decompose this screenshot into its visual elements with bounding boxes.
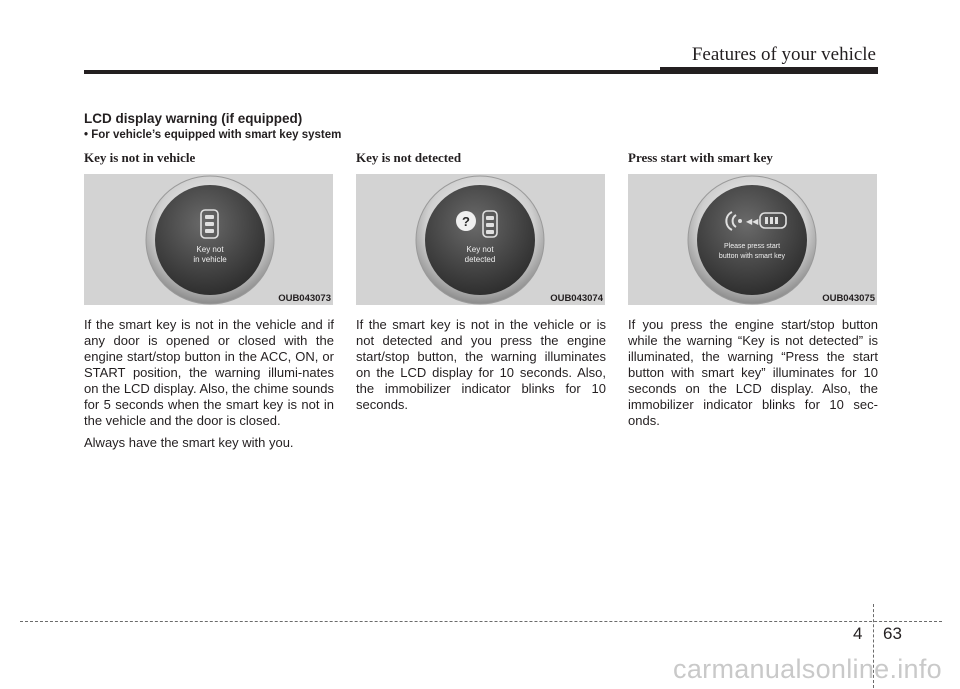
watermark: carmanualsonline.info	[673, 654, 942, 684]
body-paragraph: If you press the engine start/stop button while the warning “Key is not detected” is illuminated, the warning “Press the start button with smart key” illuminates for 10 seconds on the LCD display. Also, the immobilizer indicator blinks for 10 sec-onds.	[628, 317, 878, 428]
lcd-figure	[628, 174, 877, 305]
lcd-display-illustration	[84, 174, 333, 305]
footer-rule	[20, 621, 942, 622]
column-title: Key is not detected	[356, 150, 462, 165]
column-key-not-detected	[356, 150, 606, 413]
lcd-figure	[356, 174, 605, 305]
lcd-message-line-1: Key not	[196, 245, 224, 254]
page-header-title: Features of your vehicle	[691, 44, 876, 65]
lcd-message-line-1: Key not	[466, 245, 494, 254]
figure-code: OUB043073	[278, 293, 331, 304]
lcd-display-illustration	[356, 174, 605, 305]
lcd-message-line-2: detected	[464, 255, 496, 264]
lcd-message-line-2: in vehicle	[193, 255, 227, 264]
column-title: Key is not in vehicle	[84, 150, 196, 165]
figure-code: OUB043075	[822, 293, 875, 304]
page-number: 63	[883, 624, 902, 643]
section-subtitle: • For vehicle’s equipped with smart key system	[84, 129, 342, 141]
body-paragraph: Always have the smart key with you.	[84, 435, 294, 450]
column-title: Press start with smart key	[628, 150, 773, 165]
lcd-figure	[84, 174, 333, 305]
lcd-display-illustration	[628, 174, 877, 305]
chapter-number: 4	[853, 624, 863, 643]
section-title: LCD display warning (if equipped)	[84, 111, 303, 126]
lcd-message-line-1: Please press start	[723, 243, 781, 250]
lcd-message-line-2: button with smart key	[718, 253, 786, 260]
body-paragraph: If the smart key is not in the vehicle and if any door is opened or closed with the engine start/stop button in the ACC, ON, or START position, the warning illumi-nates on the LCD display. Also, the chime sounds for 5 seconds when the smart key is not in the vehicle and the door is closed.	[84, 317, 334, 428]
svg-text:?: ?	[462, 214, 470, 229]
svg-text:◀◀: ◀◀	[746, 217, 759, 226]
column-press-start-with-smart-key	[628, 150, 878, 429]
header-rule-accent	[660, 67, 878, 74]
body-paragraph: If the smart key is not in the vehicle or is not detected and you press the engine start/stop button, the warning illuminates on the LCD display for 10 seconds. Also, the immobilizer indicator blinks for 10 seconds.	[356, 317, 606, 412]
column-key-not-in-vehicle	[84, 150, 334, 451]
figure-code: OUB043074	[550, 293, 603, 304]
